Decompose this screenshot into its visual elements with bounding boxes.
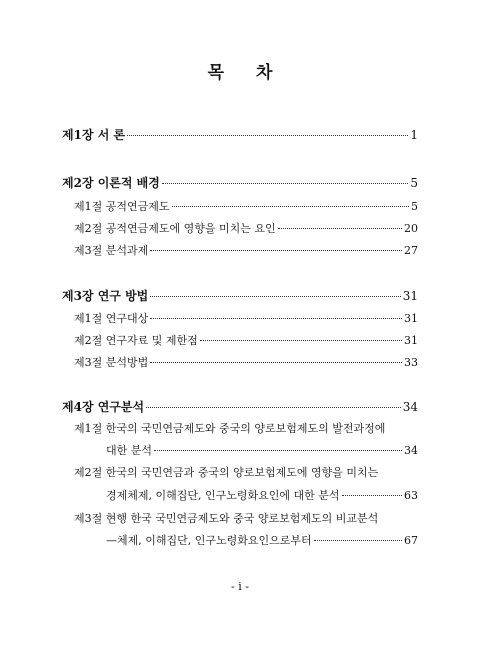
toc-label: —체제, 이해집단, 인구노령화요인으로부터: [106, 534, 312, 547]
toc-page-number: 31: [404, 312, 418, 325]
leader-dots: [150, 249, 402, 251]
toc-label: 제2절 연구자료 및 제한점: [74, 334, 198, 347]
toc-label: 제1절 연구대상: [74, 312, 149, 325]
toc-page-number: 5: [411, 200, 418, 213]
page-title: [0, 58, 480, 83]
leader-dots: [162, 182, 409, 184]
toc-label: 제1절 공적연금제도: [74, 200, 170, 213]
toc-label: 제3절 현행 한국 국민연금제도와 중국 양로보험제도의 비교분석: [74, 512, 379, 525]
leader-dots: [278, 227, 402, 229]
toc-label: 제1장 서 론: [62, 128, 126, 142]
toc-label: 제3장 연구 방법: [62, 289, 149, 303]
toc-section-2-1[interactable]: [62, 200, 418, 214]
toc-chapter-4[interactable]: [62, 400, 418, 414]
toc-chapter-3[interactable]: [62, 289, 418, 303]
leader-dots: [146, 406, 401, 408]
toc-page-number: 20: [404, 222, 418, 235]
toc-label: 제3절 분석과제: [74, 244, 149, 257]
toc-page-number: 27: [404, 244, 418, 257]
title-char-1: 목: [207, 63, 224, 83]
leader-dots: [127, 134, 408, 136]
toc-label: 제2절 한국의 국민연금과 중국의 양로보험제도에 영향을 미치는: [74, 466, 379, 479]
leader-dots: [342, 494, 403, 496]
title-char-2: 차: [256, 63, 273, 83]
toc-label: 제1절 한국의 국민연금제도와 중국의 양로보험제도의 발전과정에: [74, 422, 386, 435]
toc-section-3-1[interactable]: [62, 312, 418, 326]
leader-dots: [172, 205, 409, 207]
toc-section-3-3[interactable]: [62, 356, 418, 370]
toc-label: 제3절 분석방법: [74, 356, 149, 369]
toc-page-number: 31: [404, 334, 418, 347]
toc-page-number: 67: [404, 534, 418, 547]
toc-section-2-2[interactable]: [62, 222, 418, 236]
leader-dots: [314, 539, 402, 541]
toc-label: 대한 분석: [106, 444, 153, 457]
toc-page-number: 34: [402, 400, 418, 414]
toc-label: 제2절 공적연금제도에 영향을 미치는 요인: [74, 222, 276, 235]
toc-label: 제4장 연구분석: [62, 400, 145, 414]
toc-page-number: 31: [402, 289, 418, 303]
leader-dots: [150, 361, 402, 363]
toc-section-3-2[interactable]: [62, 334, 418, 348]
page-number-footer: - i -: [231, 580, 249, 593]
toc-chapter-2[interactable]: [62, 176, 418, 190]
leader-dots: [150, 317, 402, 319]
toc-chapter-1[interactable]: [62, 128, 418, 142]
toc-section-4-2-line1[interactable]: [62, 466, 418, 480]
toc-section-4-2-line2[interactable]: [62, 489, 418, 503]
toc-section-2-3[interactable]: [62, 244, 418, 258]
toc-section-4-3-line1[interactable]: [62, 512, 418, 526]
toc-section-4-3-line2[interactable]: [62, 534, 418, 548]
toc-section-4-1-line2[interactable]: [62, 444, 418, 458]
toc-page-number: 5: [410, 176, 418, 190]
toc-section-4-1-line1[interactable]: [62, 422, 418, 436]
toc-page-number: 33: [404, 356, 418, 369]
toc-page-number: 63: [404, 489, 418, 502]
toc-label: 경제체제, 이해집단, 인구노령화요인에 대한 분석: [106, 489, 340, 502]
leader-dots: [150, 295, 400, 297]
leader-dots: [200, 339, 402, 341]
toc-page-number: 34: [404, 444, 418, 457]
toc-label: 제2장 이론적 배경: [62, 176, 160, 190]
leader-dots: [154, 449, 402, 451]
toc-page-number: 1: [410, 128, 418, 142]
